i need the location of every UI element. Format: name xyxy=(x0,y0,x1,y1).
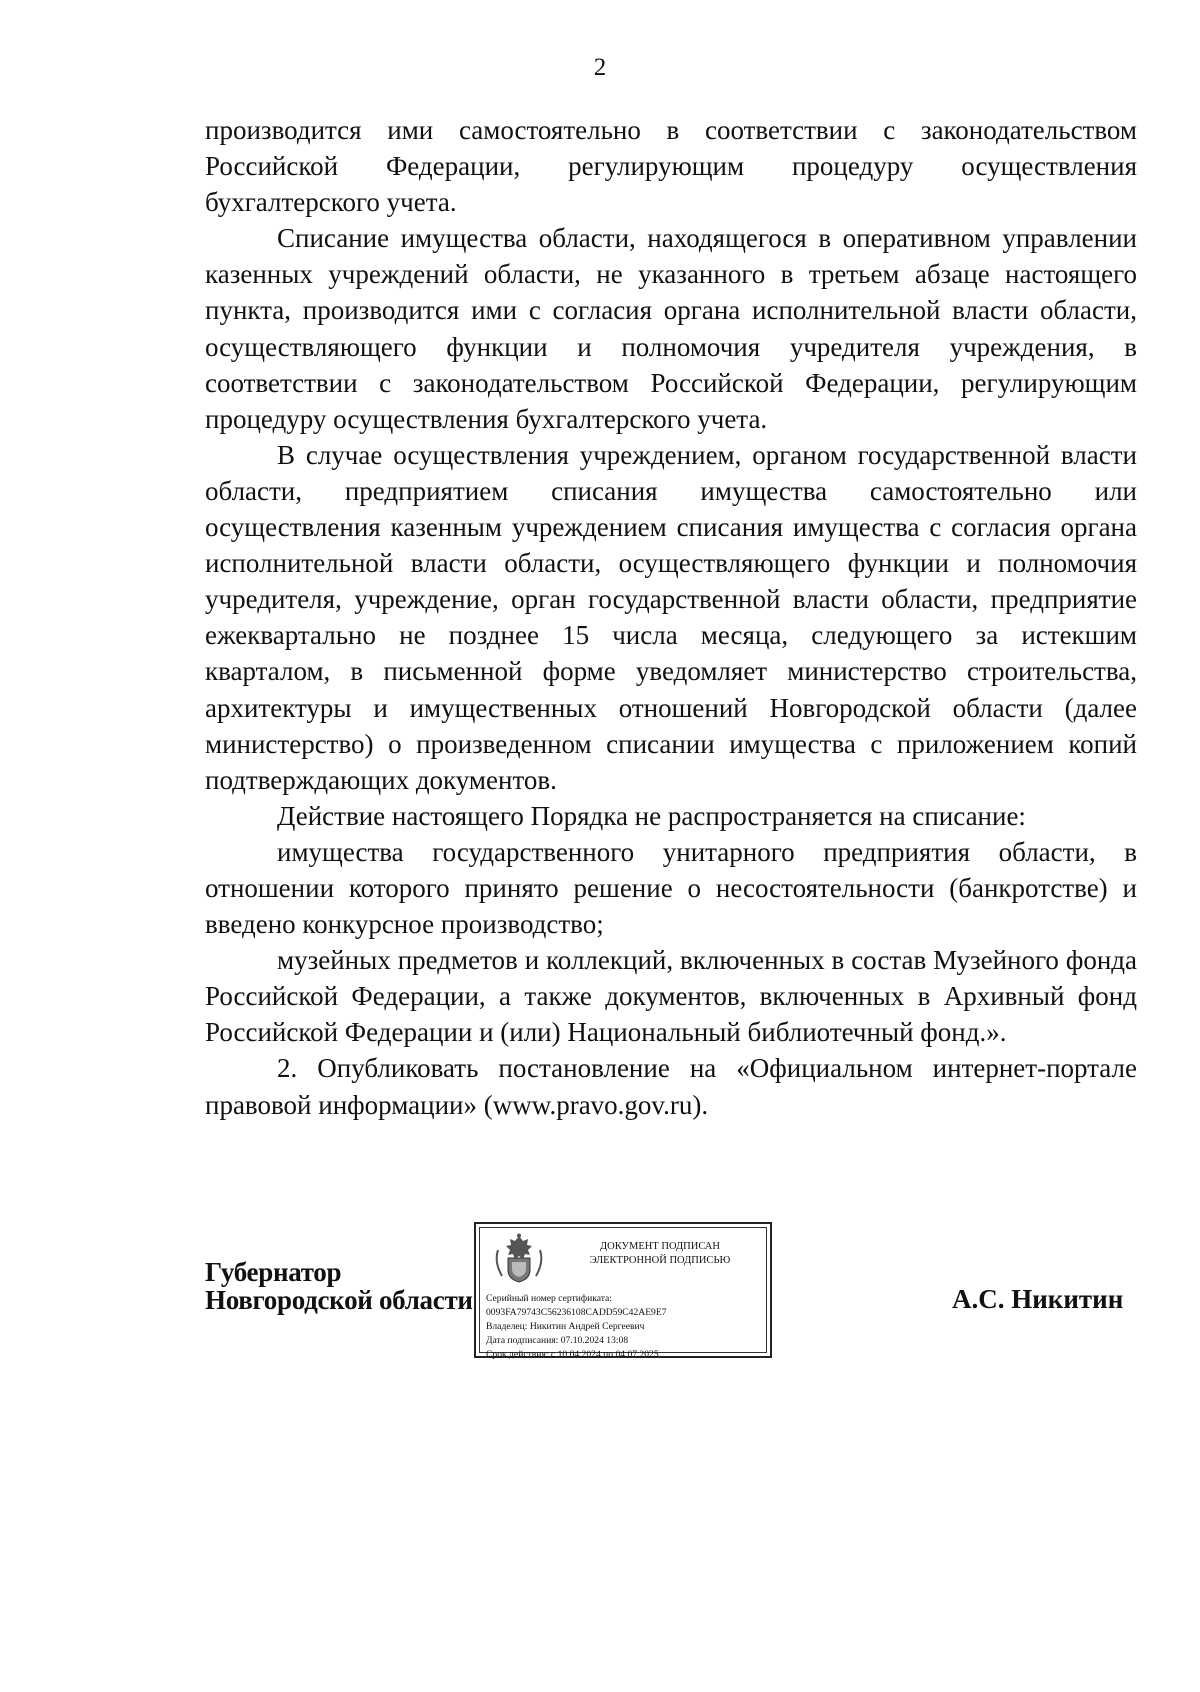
paragraph-publication: 2. Опубликовать постановление на «Официальном интернет-портале правовой информации» (www.pravo.gov.ru). xyxy=(205,1053,1137,1120)
governor-title-line2: Новгородской области xyxy=(205,1285,473,1315)
governor-title-line1: Губернатор xyxy=(205,1257,342,1287)
electronic-signature-stamp xyxy=(474,1222,772,1358)
paragraph-exclusion-museum-archive: музейных предметов и коллекций, включенных в состав Музейного фонда Российской Федерации, а также документов, включенных в Архивный фонд Российской Федерации и (или) Национальный библиотечный фонд.». xyxy=(205,945,1137,1048)
stamp-heading-line1: ДОКУМЕНТ ПОДПИСАН xyxy=(600,1241,720,1252)
stamp-heading-line2: ЭЛЕКТРОННОЙ ПОДПИСЬЮ xyxy=(589,1255,731,1266)
stamp-inner-frame xyxy=(479,1227,767,1360)
coat-of-arms-icon xyxy=(490,1232,548,1284)
document-body xyxy=(205,112,1137,1123)
page-number: 2 xyxy=(593,54,607,81)
paragraph-exclusion-bankruptcy: имущества государственного унитарного предприятия области, в отношении которого принято решение о несостоятельности (банкротстве) и введено конкурсное производство; xyxy=(205,836,1137,940)
paragraph-writeoff-state-institutions: Списание имущества области, находящегося в оперативном управлении казенных учреждений области, не указанного в третьем абзаце настоящего пункта, производится ими с согласия органа исполнительной власти области, осуществляющего функции и полномочия учредителя учреждения, в соответствии с законодательством Российской Федерации, регулирующим процедуру осуществления бухгалтерского учета. xyxy=(205,223,1137,434)
paragraph-notification: В случае осуществления учреждением, органом государственной власти области, предприятием списания имущества самостоятельно или осуществления казенным учреждением списания имущества с согласия органа исполнительной власти области, осуществляющего функции и полномочия учредителя, учреждение, орган государственной власти области, предприятие ежеквартально не позднее 15 числа месяца, следующего за истекшим кварталом, в письменной форме уведомляет министерство строительства, архитектуры и имущественных отношений Новгородской области (далее министерство) о произведенном списании имущества с приложением копий подтверждающих документов. xyxy=(205,439,1137,795)
signing-date: Дата подписания: 07.10.2024 13:08 xyxy=(486,1335,629,1346)
certificate-serial-label: Серийный номер сертификата: xyxy=(486,1293,612,1304)
stamp-details xyxy=(486,1292,762,1362)
certificate-serial-value: 0093FA79743C56236108CADD59C42AE9E7 xyxy=(486,1307,667,1318)
certificate-owner: Владелец: Никитин Андрей Сергеевич xyxy=(486,1321,645,1332)
stamp-heading xyxy=(550,1240,770,1268)
paragraph-scope-exclusions: Действие настоящего Порядка не распространяется на списание: xyxy=(277,800,1026,831)
signature-block xyxy=(0,1222,1200,1362)
signer-name: А.С. Никитин xyxy=(952,1284,1124,1314)
governor-title xyxy=(205,1258,473,1314)
paragraph-continuation: производится ими самостоятельно в соответствии с законодательством Российской Федерации, регулирующим процедуру осуществления бухгалтерского учета. xyxy=(205,115,1137,218)
certificate-validity: Срок действия: с 10.04.2024 по 04.07.2025 xyxy=(486,1349,659,1360)
